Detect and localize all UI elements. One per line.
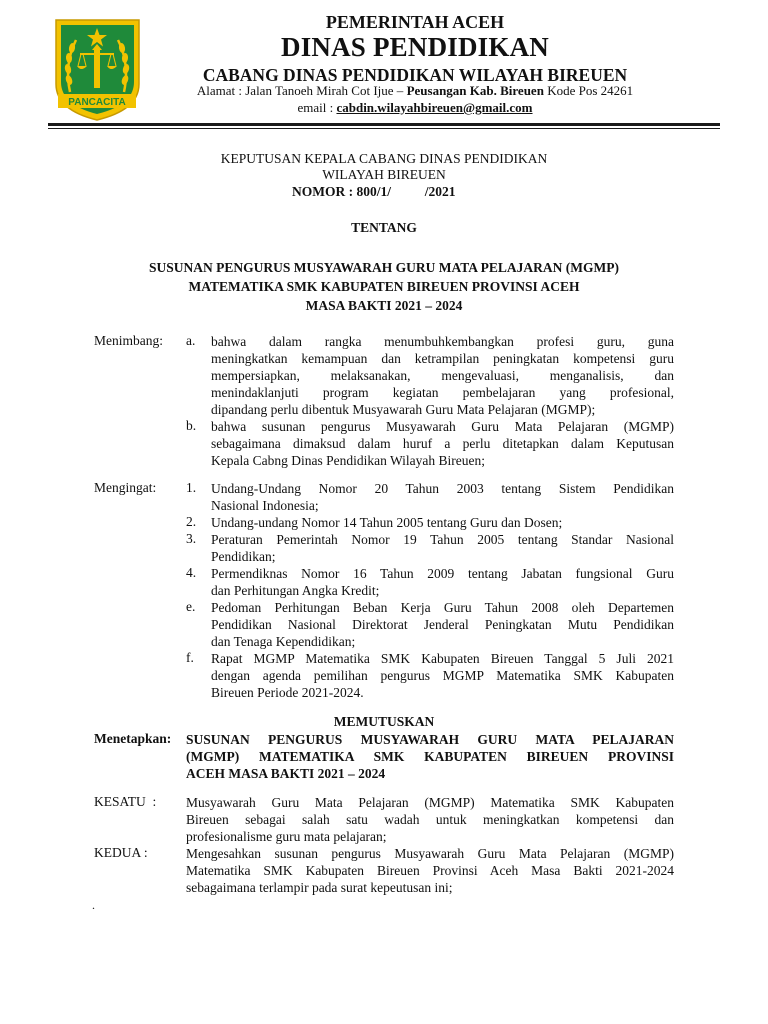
memutuskan-heading: MEMUTUSKAN — [333, 714, 435, 729]
tentang-heading: TENTANG — [351, 220, 417, 235]
menetapkan-label: Menetapkan: — [94, 731, 172, 746]
logo-ribbon-text: PANCACITA — [68, 97, 126, 108]
email-label: email : — [297, 100, 337, 115]
list-marker: a. — [186, 333, 196, 348]
text-line: SUSUNAN PENGURUS MUSYAWARAH GURU MATA PELAJARAN — [186, 732, 674, 747]
menetapkan-text — [186, 731, 674, 782]
address-suffix: Kode Pos 24261 — [543, 83, 634, 98]
list-marker: b. — [186, 418, 197, 433]
mengingat-item-1 — [211, 480, 674, 514]
text-line: dan Perhitungan Angka Kredit; — [211, 583, 380, 598]
text-line: meningkatkan kemampuan dan ketrampilan peningkatan kompetensi guru — [211, 351, 674, 366]
address-line — [150, 83, 680, 99]
text-line: Bireuen Periode 2021-2024. — [211, 685, 364, 700]
text-line: sebagaimana terlampir pada surat kepeutusan ini; — [186, 880, 453, 895]
text-line: Matematika SMK Kabupaten Bireuen Provinsi Aceh Masa Bakti 2021-2024 — [186, 863, 674, 878]
list-marker: 1. — [186, 480, 197, 495]
text-line: Rapat MGMP Matematika SMK Kabupaten Bireuen Tanggal 5 Juli 2021 — [211, 651, 674, 666]
mengingat-label: Mengingat: — [94, 480, 157, 495]
text-line: Undang-Undang Nomor 20 Tahun 2003 tentang Sistem Pendidikan — [211, 481, 674, 496]
text-line: Musyawarah Guru Mata Pelajaran (MGMP) Matematika SMK Kabupaten — [186, 795, 674, 810]
email-link[interactable]: cabdin.wilayahbireuen@gmail.com — [336, 100, 533, 115]
text-line: (MGMP) MATEMATIKA SMK KABUPATEN BIREUEN PROVINSI — [186, 749, 674, 764]
menimbang-item-b — [211, 418, 674, 469]
list-marker: 4. — [186, 565, 197, 580]
menimbang-item-a — [211, 333, 674, 418]
branch-name: CABANG DINAS PENDIDIKAN WILAYAH BIREUEN — [202, 65, 628, 85]
subject-line: MASA BAKTI 2021 – 2024 — [305, 298, 463, 313]
decree-title-line2: WILAYAH BIREUEN — [322, 167, 446, 182]
subject-line: SUSUNAN PENGURUS MUSYAWARAH GURU MATA PELAJARAN (MGMP) — [148, 260, 619, 275]
address-bold: Peusangan Kab. Bireuen — [406, 83, 544, 98]
trailing-dot: . — [92, 898, 95, 912]
email-line — [150, 100, 680, 116]
letterhead-rule-thin — [48, 128, 720, 129]
text-line: bahwa dalam rangka menumbuhkembangkan profesi guru, guna — [211, 334, 674, 349]
text-line: dipandang perlu dibentuk Musyawarah Guru Mata Pelajaran (MGMP); — [211, 402, 596, 417]
text-line: Bireuen sebagai salah satu wadah untuk meningkatkan kompetensi dan — [186, 812, 674, 827]
text-line: menindaklanjuti program kegiatan pembelajaran yang profesional, — [211, 385, 674, 400]
decree-number: NOMOR : 800/1/ /2021 — [292, 184, 456, 199]
text-line: bahwa susunan pengurus Musyawarah Guru Mata Pelajaran (MGMP) — [211, 419, 674, 434]
mengingat-item-4 — [211, 565, 674, 599]
mengingat-item-f — [211, 650, 674, 701]
kedua-text — [186, 845, 674, 896]
list-marker: 3. — [186, 531, 197, 546]
mengingat-item-2 — [211, 514, 674, 531]
decree-title-line1: KEPUTUSAN KEPALA CABANG DINAS PENDIDIKAN — [220, 151, 548, 166]
text-line: Nasional Indonesia; — [211, 498, 319, 513]
kedua-label: KEDUA : — [94, 845, 148, 860]
text-line: Mengesahkan susunan pengurus Musyawarah Guru Mata Pelajaran (MGMP) — [186, 846, 674, 861]
letterhead-rule-thick — [48, 123, 720, 126]
text-line: Peraturan Pemerintah Nomor 19 Tahun 2005 tentang Standar Nasional — [211, 532, 674, 547]
text-line: Pedoman Perhitungan Beban Kerja Guru Tahun 2008 oleh Departemen — [211, 600, 674, 615]
department-name: DINAS PENDIDIKAN — [281, 32, 549, 62]
text-line: profesionalisme guru mata pelajaran; — [186, 829, 387, 844]
text-line: dan Tenaga Kependidikan; — [211, 634, 356, 649]
text-line: dengan agenda pemilihan pengurus MGMP Matematika SMK Kabupaten — [211, 668, 674, 683]
mengingat-item-3 — [211, 531, 674, 565]
text-line: mempersiapkan, melaksanakan, mengevaluasi, menganalisis, dan — [211, 368, 674, 383]
text-line: ACEH MASA BAKTI 2021 – 2024 — [186, 766, 386, 781]
government-name: PEMERINTAH ACEH — [325, 12, 505, 32]
text-line: Undang-undang Nomor 14 Tahun 2005 tentang Guru dan Dosen; — [211, 515, 563, 530]
list-marker: f. — [186, 650, 194, 665]
list-marker: e. — [186, 599, 196, 614]
subject-line: MATEMATIKA SMK KABUPATEN BIREUEN PROVINSI ACEH — [188, 279, 580, 294]
pancacita-logo — [50, 14, 145, 122]
address-prefix: Alamat : Jalan Tanoeh Mirah Cot Ijue – — [196, 83, 407, 98]
text-line: Pendidikan Nasional Direktorat Jenderal Peningkatan Mutu Pendidikan — [211, 617, 674, 632]
kesatu-label: KESATU : — [94, 794, 157, 809]
mengingat-item-e — [211, 599, 674, 650]
text-line: Kepala Cabng Dinas Pendidikan Wilayah Bireuen; — [211, 453, 486, 468]
menimbang-label: Menimbang: — [94, 333, 163, 348]
text-line: Permendiknas Nomor 16 Tahun 2009 tentang Jabatan fungsional Guru — [211, 566, 674, 581]
text-line: Pendidikan; — [211, 549, 276, 564]
list-marker: 2. — [186, 514, 197, 529]
kesatu-text — [186, 794, 674, 845]
text-line: sebagaimana dimaksud dalam huruf a perlu ditetapkan dalam Keputusan — [211, 436, 674, 451]
